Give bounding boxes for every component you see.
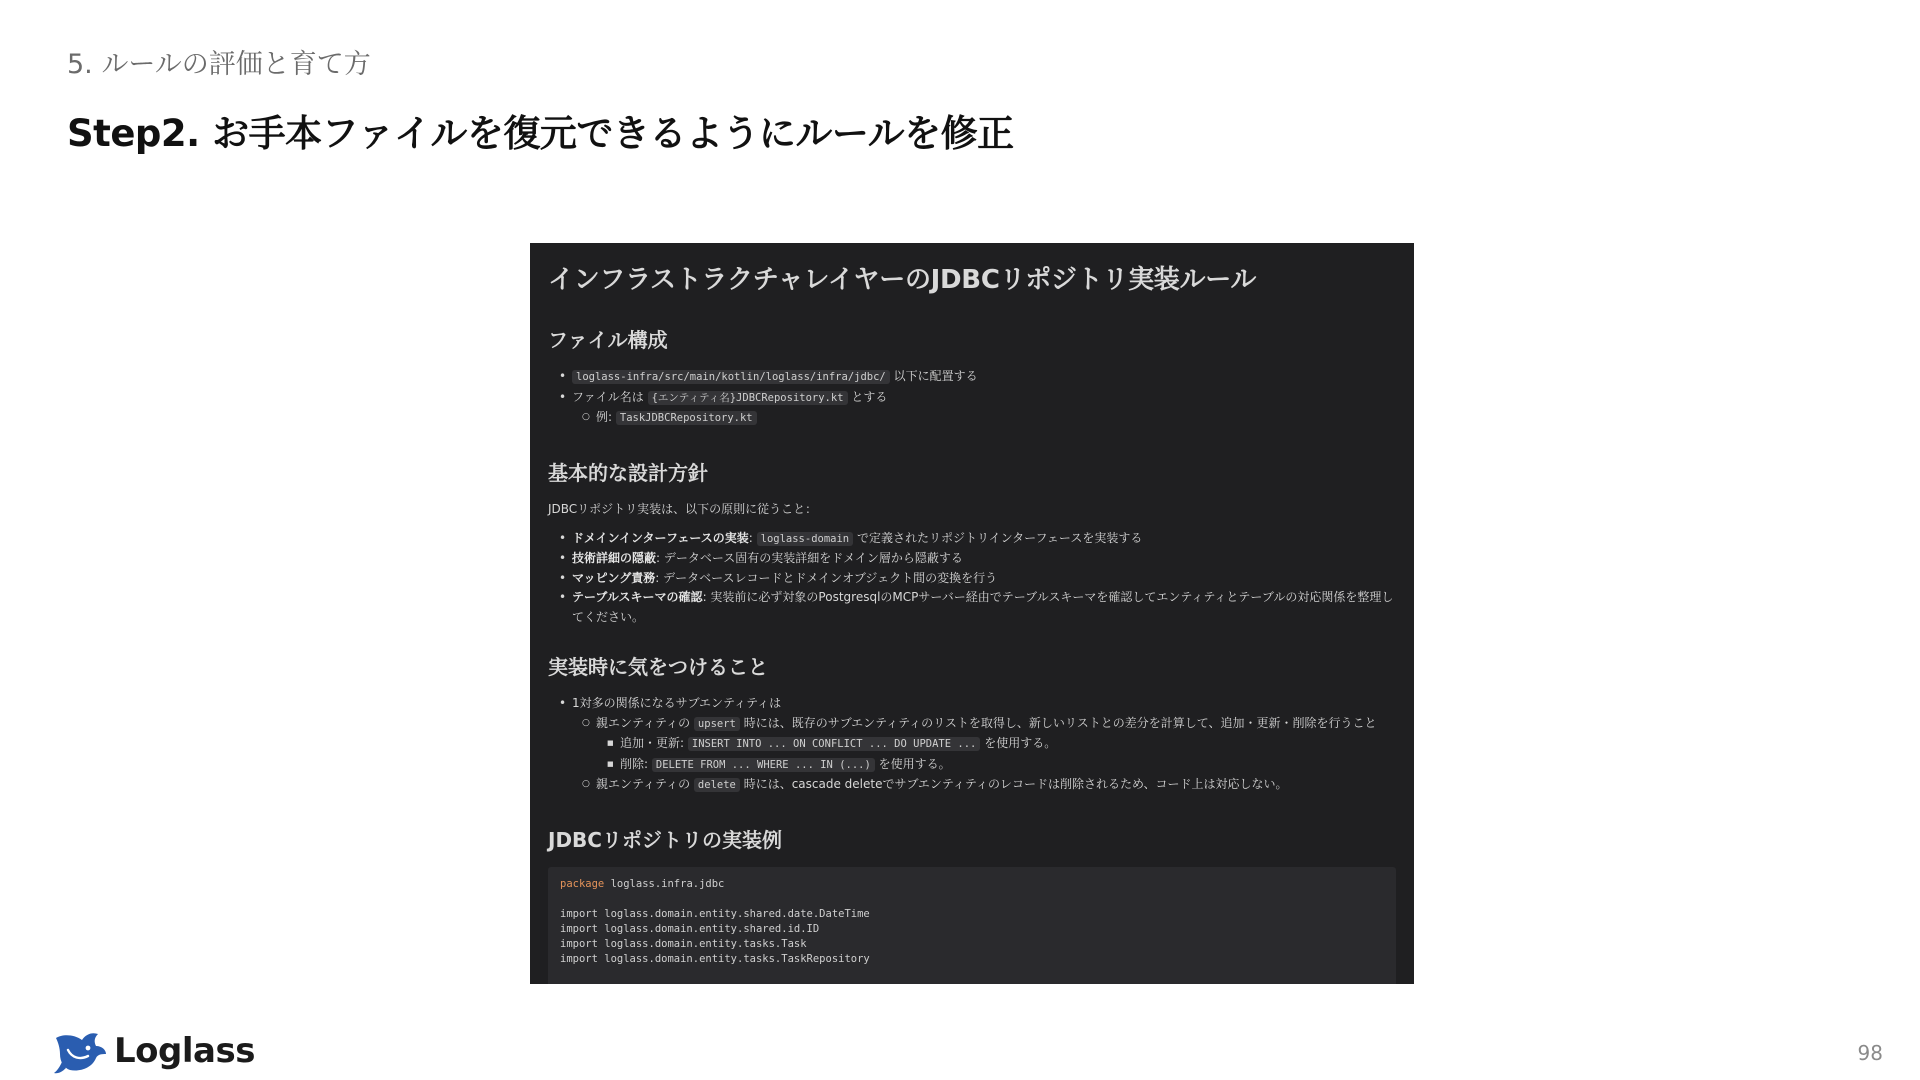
list-item-text: 時には、既存のサブエンティティのリストを取得し、新しいリストとの差分を計算して、追加・更新・削除を行うこと: [743, 715, 1377, 730]
list-item: [596, 775, 1396, 796]
list-item-text: 例:: [596, 410, 613, 424]
code-line: import loglass.domain.entity.tasks.TaskRepository: [560, 952, 870, 965]
bold-label: マッピング責務: [572, 570, 656, 585]
caution-list: [548, 694, 1396, 796]
inline-code: loglass-infra/src/main/kotlin/loglass/infra/jdbc/: [572, 370, 890, 384]
list-item-text: で定義されたリポジトリインターフェースを実装する: [856, 530, 1143, 545]
list-item: [620, 755, 1396, 776]
code-line: [560, 877, 1384, 892]
list-item-text: : データベース固有の実装詳細をドメイン層から隠蔽する: [656, 551, 963, 565]
inline-code: loglass-domain: [757, 532, 854, 546]
list-item-text: 追加・更新:: [620, 736, 685, 750]
package-name: loglass.infra.jdbc: [610, 877, 725, 890]
list-item-text: 親エンティティの: [596, 715, 691, 730]
inline-code: DELETE FROM ... WHERE ... IN (...): [652, 758, 875, 772]
design-list: [548, 529, 1396, 628]
logo-text: Loglass: [114, 1031, 255, 1071]
list-item: • ドメインインターフェースの実装: loglass-domain で定義されたリポジトリインターフェースを実装する: [572, 529, 1396, 550]
list-item-text: 時には、cascade deleteでサブエンティティのレコードは削除されるため、コード上は対応しない。: [743, 777, 1288, 791]
brand-logo: [52, 1027, 255, 1075]
inline-code: {エンティティ名}JDBCRepository.kt: [648, 391, 848, 405]
code-line: import loglass.domain.entity.tasks.Task: [560, 937, 807, 950]
bold-label: 技術詳細の隠蔽: [572, 551, 657, 565]
inline-code: delete: [694, 778, 740, 792]
list-item: [572, 367, 1396, 388]
list-item-text: : 実装前に必ず対象のPostgresqlのMCPサーバー経由でテーブルスキーマを確認してエンティティとテーブルの対応関係を整理してください。: [572, 590, 1394, 624]
section-label: 5. ルールの評価と育て方: [67, 49, 371, 80]
list-item-text: を使用する。: [878, 756, 951, 771]
list-item: [572, 388, 1396, 429]
whale-logo-icon: [52, 1028, 108, 1074]
list-item-text: 削除:: [620, 756, 649, 771]
list-item: [572, 694, 1396, 796]
inline-code: TaskJDBCRepository.kt: [616, 411, 757, 425]
keyword: package: [560, 877, 605, 890]
list-item-text: とする: [851, 389, 888, 404]
embedded-screenshot: [530, 243, 1414, 984]
list-item: [620, 734, 1396, 755]
list-item-text: 以下に配置する: [893, 369, 978, 383]
inline-code: INSERT INTO ... ON CONFLICT ... DO UPDATE ...: [688, 737, 980, 751]
caution-section-heading: 実装時に気をつけること: [548, 655, 768, 679]
list-item-text: 1対多の関係になるサブエンティティは: [572, 696, 782, 710]
page-number: 98: [1857, 1041, 1883, 1065]
file-section-list: [548, 367, 1396, 429]
bold-label: ドメインインターフェースの実装: [572, 530, 749, 545]
list-item-text: ファイル名は: [572, 389, 644, 404]
code-line: import loglass.domain.entity.shared.id.ID: [560, 922, 820, 935]
code-block: [548, 867, 1396, 985]
example-section-heading: JDBCリポジトリの実装例: [548, 827, 782, 852]
list-item-text: を使用する。: [984, 736, 1057, 750]
design-section-heading: 基本的な設計方針: [548, 460, 708, 485]
list-item-text: : データベースレコードとドメインオブジェクト間の変換を行う: [655, 570, 998, 585]
file-section-heading: ファイル構成: [548, 328, 668, 352]
screenshot-heading: インフラストラクチャレイヤーのJDBCリポジトリ実装ルール: [548, 265, 1257, 295]
list-item: [572, 549, 1396, 569]
design-intro: JDBCリポジトリ実装は、以下の原則に従うこと：: [548, 501, 818, 516]
inline-code: upsert: [694, 717, 740, 731]
list-item-text: 親エンティティの: [596, 777, 691, 791]
slide-title: Step2. お手本ファイルを復元できるようにルールを修正: [67, 112, 1014, 155]
code-line: import loglass.domain.entity.shared.date.DateTime: [560, 907, 870, 920]
list-item: [596, 714, 1396, 776]
list-item: [596, 408, 1396, 429]
list-item: [572, 588, 1396, 627]
list-item: [572, 569, 1396, 589]
bold-label: テーブルスキーマの確認: [572, 590, 703, 604]
